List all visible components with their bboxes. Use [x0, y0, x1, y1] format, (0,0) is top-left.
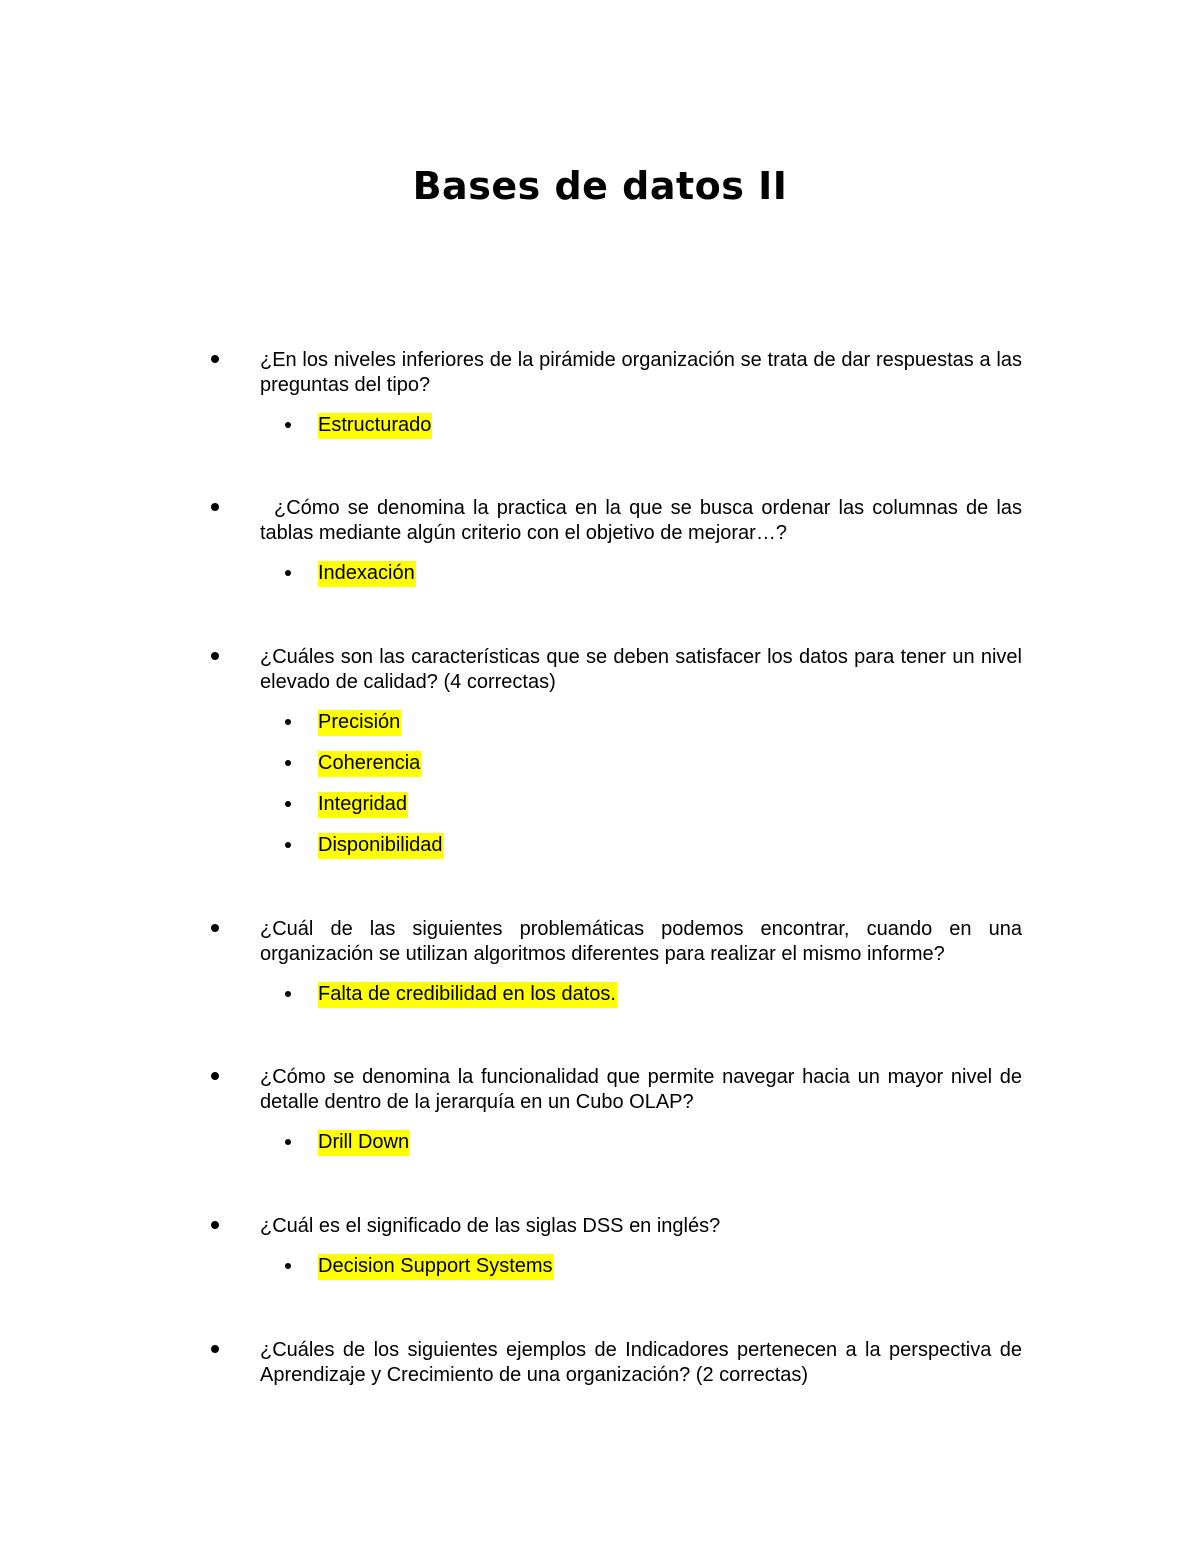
bullet-icon	[211, 348, 223, 360]
bullet-icon	[211, 1338, 223, 1350]
answer-3-2: Coherencia	[318, 751, 421, 777]
bullet-icon	[211, 1065, 223, 1077]
bullet-icon	[285, 711, 293, 719]
bullet-icon	[211, 496, 223, 508]
question-4: ¿Cuál de las siguientes problemáticas podemos encontrar, cuando en una organización se utilizan algoritmos diferentes para realizar el mismo informe?	[260, 918, 1022, 965]
bullet-icon	[285, 752, 293, 760]
bullet-icon	[285, 562, 293, 570]
answer-2-1: Indexación	[318, 561, 416, 587]
question-5: ¿Cómo se denomina la funcionalidad que permite navegar hacia un mayor nivel de detalle dentro de la jerarquía en un Cubo OLAP?	[260, 1066, 1022, 1113]
question-3: ¿Cuáles son las características que se deben satisfacer los datos para tener un nivel elevado de calidad? (4 correctas)	[260, 646, 1022, 693]
answer-1-1: Estructurado	[318, 413, 432, 439]
bullet-icon	[285, 1255, 293, 1263]
bullet-icon	[285, 1131, 293, 1139]
question-7: ¿Cuáles de los siguientes ejemplos de Indicadores pertenecen a la perspectiva de Aprendizaje y Crecimiento de una organización? (2 correctas)	[260, 1339, 1022, 1386]
answer-4-1: Falta de credibilidad en los datos.	[318, 982, 617, 1008]
bullet-icon	[211, 1214, 223, 1226]
bullet-icon	[211, 917, 223, 929]
answer-3-3: Integridad	[318, 792, 408, 818]
question-1: ¿En los niveles inferiores de la pirámide organización se trata de dar respuestas a las preguntas del tipo?	[260, 349, 1022, 396]
answer-5-1: Drill Down	[318, 1130, 410, 1156]
document-title: Bases de datos II	[412, 164, 788, 208]
answer-6-1: Decision Support Systems	[318, 1254, 554, 1280]
question-6: ¿Cuál es el significado de las siglas DSS en inglés?	[260, 1215, 721, 1237]
bullet-icon	[285, 834, 293, 842]
answer-3-4: Disponibilidad	[318, 833, 444, 859]
answer-3-1: Precisión	[318, 710, 401, 736]
bullet-icon	[285, 793, 293, 801]
question-2: ¿Cómo se denomina la practica en la que se busca ordenar las columnas de las tablas mediante algún criterio con el objetivo de mejorar…?	[260, 497, 1022, 544]
bullet-icon	[285, 983, 293, 991]
bullet-icon	[285, 414, 293, 422]
bullet-icon	[211, 645, 223, 657]
